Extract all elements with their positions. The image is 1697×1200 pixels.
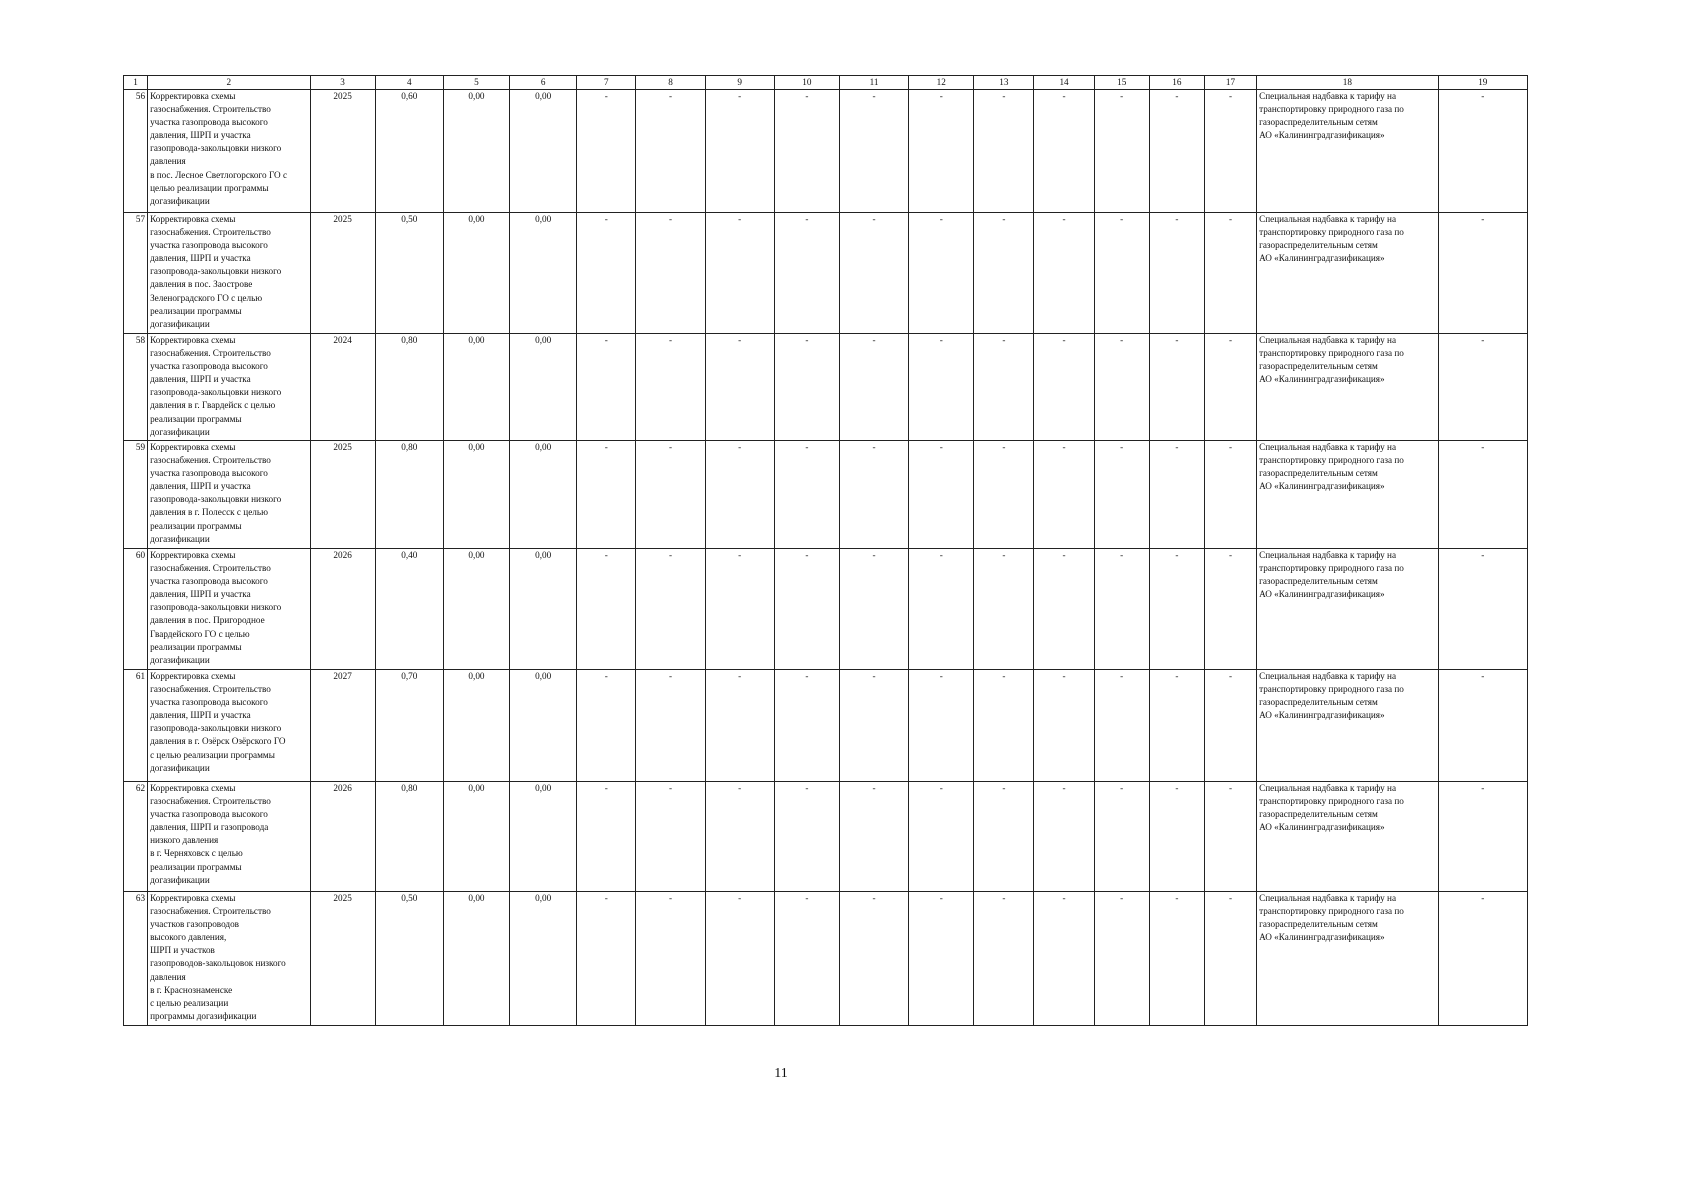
value-col-12: -: [909, 213, 974, 334]
value-col-5: 0,00: [443, 549, 509, 670]
value-col-9: -: [705, 782, 774, 892]
value-col-4: 0,50: [375, 892, 443, 1026]
program-table: [123, 75, 1528, 1026]
table-row: [124, 782, 1528, 892]
value-col-19: -: [1438, 892, 1527, 1026]
object-name: Корректировка схемы газоснабжения. Строительство участков газопроводов высокого давления, ШРП и участков газопроводов-закольцовок низкого давления в г. Краснознаменске с целью реализации программы догазификации: [148, 892, 310, 1026]
value-col-12: -: [909, 90, 974, 213]
value-col-17: -: [1204, 549, 1256, 670]
value-col-12: -: [909, 782, 974, 892]
column-number-18: 18: [1257, 76, 1439, 90]
column-number-14: 14: [1034, 76, 1094, 90]
column-number-11: 11: [839, 76, 908, 90]
value-col-14: -: [1034, 90, 1094, 213]
value-col-5: 0,00: [443, 334, 509, 441]
year-cell: 2025: [310, 213, 375, 334]
value-col-10: -: [774, 213, 839, 334]
value-col-14: -: [1034, 782, 1094, 892]
value-col-10: -: [774, 90, 839, 213]
row-number: 58: [124, 334, 148, 441]
column-number-17: 17: [1204, 76, 1256, 90]
year-cell: 2027: [310, 670, 375, 782]
value-col-13: -: [974, 892, 1034, 1026]
funding-source: Специальная надбавка к тарифу на транспортировку природного газа по газораспределительным сетям АО «Калининградгазификация»: [1257, 549, 1439, 670]
value-col-7: -: [577, 334, 636, 441]
value-col-16: -: [1149, 334, 1204, 441]
table-row: [124, 441, 1528, 549]
value-col-12: -: [909, 441, 974, 549]
value-col-15: -: [1094, 441, 1149, 549]
year-cell: 2025: [310, 441, 375, 549]
value-col-6: 0,00: [510, 334, 577, 441]
value-col-5: 0,00: [443, 670, 509, 782]
table-row: [124, 90, 1528, 213]
funding-source: Специальная надбавка к тарифу на транспортировку природного газа по газораспределительным сетям АО «Калининградгазификация»: [1257, 892, 1439, 1026]
object-name: Корректировка схемы газоснабжения. Строительство участка газопровода высокого давления, ШРП и участка газопровода-закольцовки низкого давления в г. Гвардейск с целью реализации программы догазификации: [148, 334, 310, 441]
value-col-7: -: [577, 782, 636, 892]
value-col-15: -: [1094, 782, 1149, 892]
value-col-11: -: [839, 892, 908, 1026]
year-cell: 2025: [310, 892, 375, 1026]
value-col-7: -: [577, 892, 636, 1026]
table-row: [124, 892, 1528, 1026]
table-row: [124, 213, 1528, 334]
column-number-13: 13: [974, 76, 1034, 90]
column-number-1: 1: [124, 76, 148, 90]
value-col-10: -: [774, 441, 839, 549]
value-col-11: -: [839, 549, 908, 670]
value-col-7: -: [577, 670, 636, 782]
row-number: 62: [124, 782, 148, 892]
row-number: 56: [124, 90, 148, 213]
object-name: Корректировка схемы газоснабжения. Строительство участка газопровода высокого давления, ШРП и участка газопровода-закольцовки низкого давления в пос. Лесное Светлогорского ГО с целью реализации программы догазификации: [148, 90, 310, 213]
value-col-8: -: [636, 334, 705, 441]
value-col-4: 0,40: [375, 549, 443, 670]
value-col-8: -: [636, 782, 705, 892]
value-col-5: 0,00: [443, 782, 509, 892]
value-col-17: -: [1204, 782, 1256, 892]
column-number-4: 4: [375, 76, 443, 90]
value-col-8: -: [636, 549, 705, 670]
value-col-17: -: [1204, 441, 1256, 549]
value-col-15: -: [1094, 549, 1149, 670]
value-col-16: -: [1149, 441, 1204, 549]
value-col-8: -: [636, 892, 705, 1026]
value-col-16: -: [1149, 782, 1204, 892]
value-col-17: -: [1204, 213, 1256, 334]
value-col-6: 0,00: [510, 441, 577, 549]
object-name: Корректировка схемы газоснабжения. Строительство участка газопровода высокого давления, ШРП и участка газопровода-закольцовки низкого давления в пос. Заострове Зеленоградского ГО с целью реализации программы догазификации: [148, 213, 310, 334]
value-col-10: -: [774, 334, 839, 441]
value-col-12: -: [909, 670, 974, 782]
value-col-17: -: [1204, 670, 1256, 782]
funding-source: Специальная надбавка к тарифу на транспортировку природного газа по газораспределительным сетям АО «Калининградгазификация»: [1257, 334, 1439, 441]
column-number-15: 15: [1094, 76, 1149, 90]
row-number: 60: [124, 549, 148, 670]
value-col-11: -: [839, 90, 908, 213]
value-col-11: -: [839, 782, 908, 892]
value-col-13: -: [974, 549, 1034, 670]
value-col-7: -: [577, 441, 636, 549]
value-col-16: -: [1149, 213, 1204, 334]
value-col-4: 0,50: [375, 213, 443, 334]
value-col-9: -: [705, 334, 774, 441]
object-name: Корректировка схемы газоснабжения. Строительство участка газопровода высокого давления, ШРП и участка газопровода-закольцовки низкого давления в г. Полесск с целью реализации программы догазификации: [148, 441, 310, 549]
value-col-9: -: [705, 213, 774, 334]
value-col-14: -: [1034, 334, 1094, 441]
value-col-19: -: [1438, 670, 1527, 782]
column-number-9: 9: [705, 76, 774, 90]
value-col-17: -: [1204, 892, 1256, 1026]
column-number-16: 16: [1149, 76, 1204, 90]
object-name: Корректировка схемы газоснабжения. Строительство участка газопровода высокого давления, ШРП и газопровода низкого давления в г. Черняховск с целью реализации программы догазификации: [148, 782, 310, 892]
value-col-10: -: [774, 670, 839, 782]
value-col-8: -: [636, 90, 705, 213]
value-col-15: -: [1094, 670, 1149, 782]
row-number: 63: [124, 892, 148, 1026]
value-col-4: 0,60: [375, 90, 443, 213]
value-col-15: -: [1094, 334, 1149, 441]
year-cell: 2024: [310, 334, 375, 441]
value-col-4: 0,80: [375, 441, 443, 549]
value-col-13: -: [974, 441, 1034, 549]
value-col-4: 0,80: [375, 334, 443, 441]
page-number: 11: [774, 1066, 788, 1081]
value-col-9: -: [705, 670, 774, 782]
value-col-12: -: [909, 549, 974, 670]
object-name: Корректировка схемы газоснабжения. Строительство участка газопровода высокого давления, ШРП и участка газопровода-закольцовки низкого давления в г. Озёрск Озёрского ГО с целью реализации программы догазификации: [148, 670, 310, 782]
value-col-9: -: [705, 441, 774, 549]
value-col-17: -: [1204, 90, 1256, 213]
value-col-7: -: [577, 90, 636, 213]
table-row: [124, 334, 1528, 441]
value-col-5: 0,00: [443, 892, 509, 1026]
value-col-14: -: [1034, 549, 1094, 670]
value-col-6: 0,00: [510, 670, 577, 782]
value-col-19: -: [1438, 441, 1527, 549]
value-col-5: 0,00: [443, 213, 509, 334]
value-col-13: -: [974, 90, 1034, 213]
value-col-16: -: [1149, 892, 1204, 1026]
funding-source: Специальная надбавка к тарифу на транспортировку природного газа по газораспределительным сетям АО «Калининградгазификация»: [1257, 441, 1439, 549]
column-number-5: 5: [443, 76, 509, 90]
value-col-6: 0,00: [510, 892, 577, 1026]
value-col-19: -: [1438, 782, 1527, 892]
row-number: 59: [124, 441, 148, 549]
year-cell: 2025: [310, 90, 375, 213]
value-col-10: -: [774, 549, 839, 670]
column-number-7: 7: [577, 76, 636, 90]
value-col-6: 0,00: [510, 90, 577, 213]
value-col-10: -: [774, 892, 839, 1026]
value-col-13: -: [974, 670, 1034, 782]
value-col-12: -: [909, 334, 974, 441]
row-number: 61: [124, 670, 148, 782]
funding-source: Специальная надбавка к тарифу на транспортировку природного газа по газораспределительным сетям АО «Калининградгазификация»: [1257, 90, 1439, 213]
table-row: [124, 549, 1528, 670]
value-col-11: -: [839, 441, 908, 549]
column-number-2: 2: [148, 76, 310, 90]
column-number-6: 6: [510, 76, 577, 90]
value-col-8: -: [636, 670, 705, 782]
value-col-14: -: [1034, 892, 1094, 1026]
year-cell: 2026: [310, 549, 375, 670]
value-col-5: 0,00: [443, 90, 509, 213]
value-col-19: -: [1438, 90, 1527, 213]
value-col-4: 0,80: [375, 782, 443, 892]
value-col-9: -: [705, 892, 774, 1026]
value-col-9: -: [705, 90, 774, 213]
value-col-14: -: [1034, 213, 1094, 334]
table-row: [124, 670, 1528, 782]
value-col-5: 0,00: [443, 441, 509, 549]
value-col-11: -: [839, 334, 908, 441]
value-col-16: -: [1149, 670, 1204, 782]
value-col-4: 0,70: [375, 670, 443, 782]
column-number-19: 19: [1438, 76, 1527, 90]
value-col-15: -: [1094, 213, 1149, 334]
value-col-13: -: [974, 782, 1034, 892]
value-col-13: -: [974, 334, 1034, 441]
value-col-11: -: [839, 670, 908, 782]
column-number-10: 10: [774, 76, 839, 90]
value-col-6: 0,00: [510, 213, 577, 334]
value-col-19: -: [1438, 213, 1527, 334]
value-col-6: 0,00: [510, 782, 577, 892]
funding-source: Специальная надбавка к тарифу на транспортировку природного газа по газораспределительным сетям АО «Калининградгазификация»: [1257, 670, 1439, 782]
value-col-8: -: [636, 441, 705, 549]
value-col-7: -: [577, 213, 636, 334]
value-col-9: -: [705, 549, 774, 670]
value-col-14: -: [1034, 670, 1094, 782]
value-col-15: -: [1094, 892, 1149, 1026]
value-col-19: -: [1438, 549, 1527, 670]
column-number-3: 3: [310, 76, 375, 90]
value-col-13: -: [974, 213, 1034, 334]
value-col-12: -: [909, 892, 974, 1026]
value-col-8: -: [636, 213, 705, 334]
value-col-17: -: [1204, 334, 1256, 441]
value-col-10: -: [774, 782, 839, 892]
value-col-19: -: [1438, 334, 1527, 441]
column-number-12: 12: [909, 76, 974, 90]
funding-source: Специальная надбавка к тарифу на транспортировку природного газа по газораспределительным сетям АО «Калининградгазификация»: [1257, 782, 1439, 892]
value-col-6: 0,00: [510, 549, 577, 670]
value-col-15: -: [1094, 90, 1149, 213]
value-col-16: -: [1149, 549, 1204, 670]
column-number-row: [124, 76, 1528, 90]
row-number: 57: [124, 213, 148, 334]
column-number-8: 8: [636, 76, 705, 90]
funding-source: Специальная надбавка к тарифу на транспортировку природного газа по газораспределительным сетям АО «Калининградгазификация»: [1257, 213, 1439, 334]
value-col-16: -: [1149, 90, 1204, 213]
value-col-14: -: [1034, 441, 1094, 549]
object-name: Корректировка схемы газоснабжения. Строительство участка газопровода высокого давления, ШРП и участка газопровода-закольцовки низкого давления в пос. Пригородное Гвардейского ГО с целью реализации программы догазификации: [148, 549, 310, 670]
value-col-11: -: [839, 213, 908, 334]
year-cell: 2026: [310, 782, 375, 892]
value-col-7: -: [577, 549, 636, 670]
